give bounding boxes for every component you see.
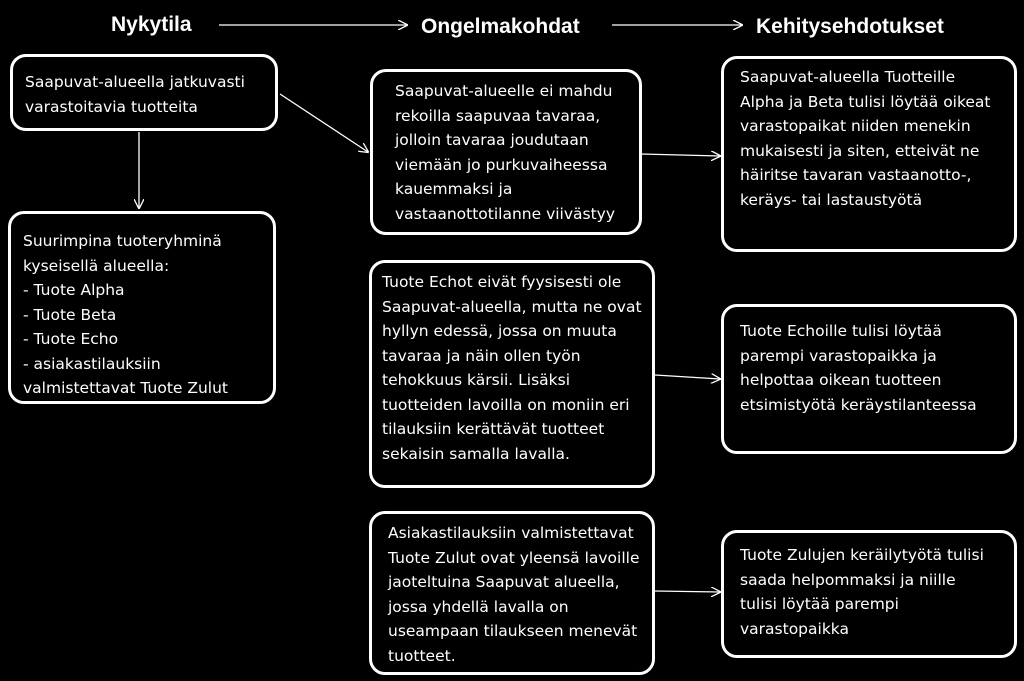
- arrow-current-to-problem-1: [280, 94, 368, 152]
- problem-box-3: Asiakastilauksiin valmistettavat Tuote Zulut ovat yleensä lavoille jaoteltuina Saapuvat alueella, jossa yhdellä lavalla on useampaan tilaukseen menevät tuotteet.: [369, 511, 655, 675]
- current-state-box-1: Saapuvat-alueella jatkuvasti varastoitavia tuotteita: [10, 54, 278, 131]
- arrow-problem-2-to-suggestion-2: [655, 375, 720, 379]
- header-problems: Ongelmakohdat: [421, 15, 580, 38]
- current-state-box-2: Suurimpina tuoteryhminä kyseisellä alueella: - Tuote Alpha - Tuote Beta - Tuote Echo - asiakastilauksiin valmistettavat Tuote Zulut: [8, 211, 276, 404]
- suggestion-box-3: Tuote Zulujen keräilytyötä tulisi saada helpommaksi ja niille tulisi löytää parempi varastopaikka: [721, 530, 1017, 658]
- header-suggestions: Kehitysehdotukset: [756, 15, 944, 38]
- problem-box-1: Saapuvat-alueelle ei mahdu rekoilla saapuvaa tavaraa, jolloin tavaraa joudutaan viemään jo purkuvaiheessa kauemmaksi ja vastaanottotilanne viivästyy: [370, 69, 642, 235]
- problem-box-2: Tuote Echot eivät fyysisesti ole Saapuvat-alueella, mutta ne ovat hyllyn edessä, jossa on muuta tavaraa ja näin ollen työn tehokkuus kärsii. Lisäksi tuotteiden lavoilla on moniin eri tilauksiin kerättävät tuotteet sekaisin samalla lavalla.: [369, 260, 655, 488]
- arrow-problem-1-to-suggestion-1: [641, 154, 720, 156]
- arrow-problem-3-to-suggestion-3: [655, 591, 720, 592]
- suggestion-box-2: Tuote Echoille tulisi löytää parempi varastopaikka ja helpottaa oikean tuotteen etsimistyötä keräystilanteessa: [721, 304, 1017, 454]
- suggestion-box-1: Saapuvat-alueella Tuotteille Alpha ja Beta tulisi löytää oikeat varastopaikat niiden menekin mukaisesti ja siten, etteivät ne häiritse tavaran vastaanotto-, keräys- tai lastaustyötä: [721, 56, 1017, 252]
- header-current-state: Nykytila: [111, 13, 192, 36]
